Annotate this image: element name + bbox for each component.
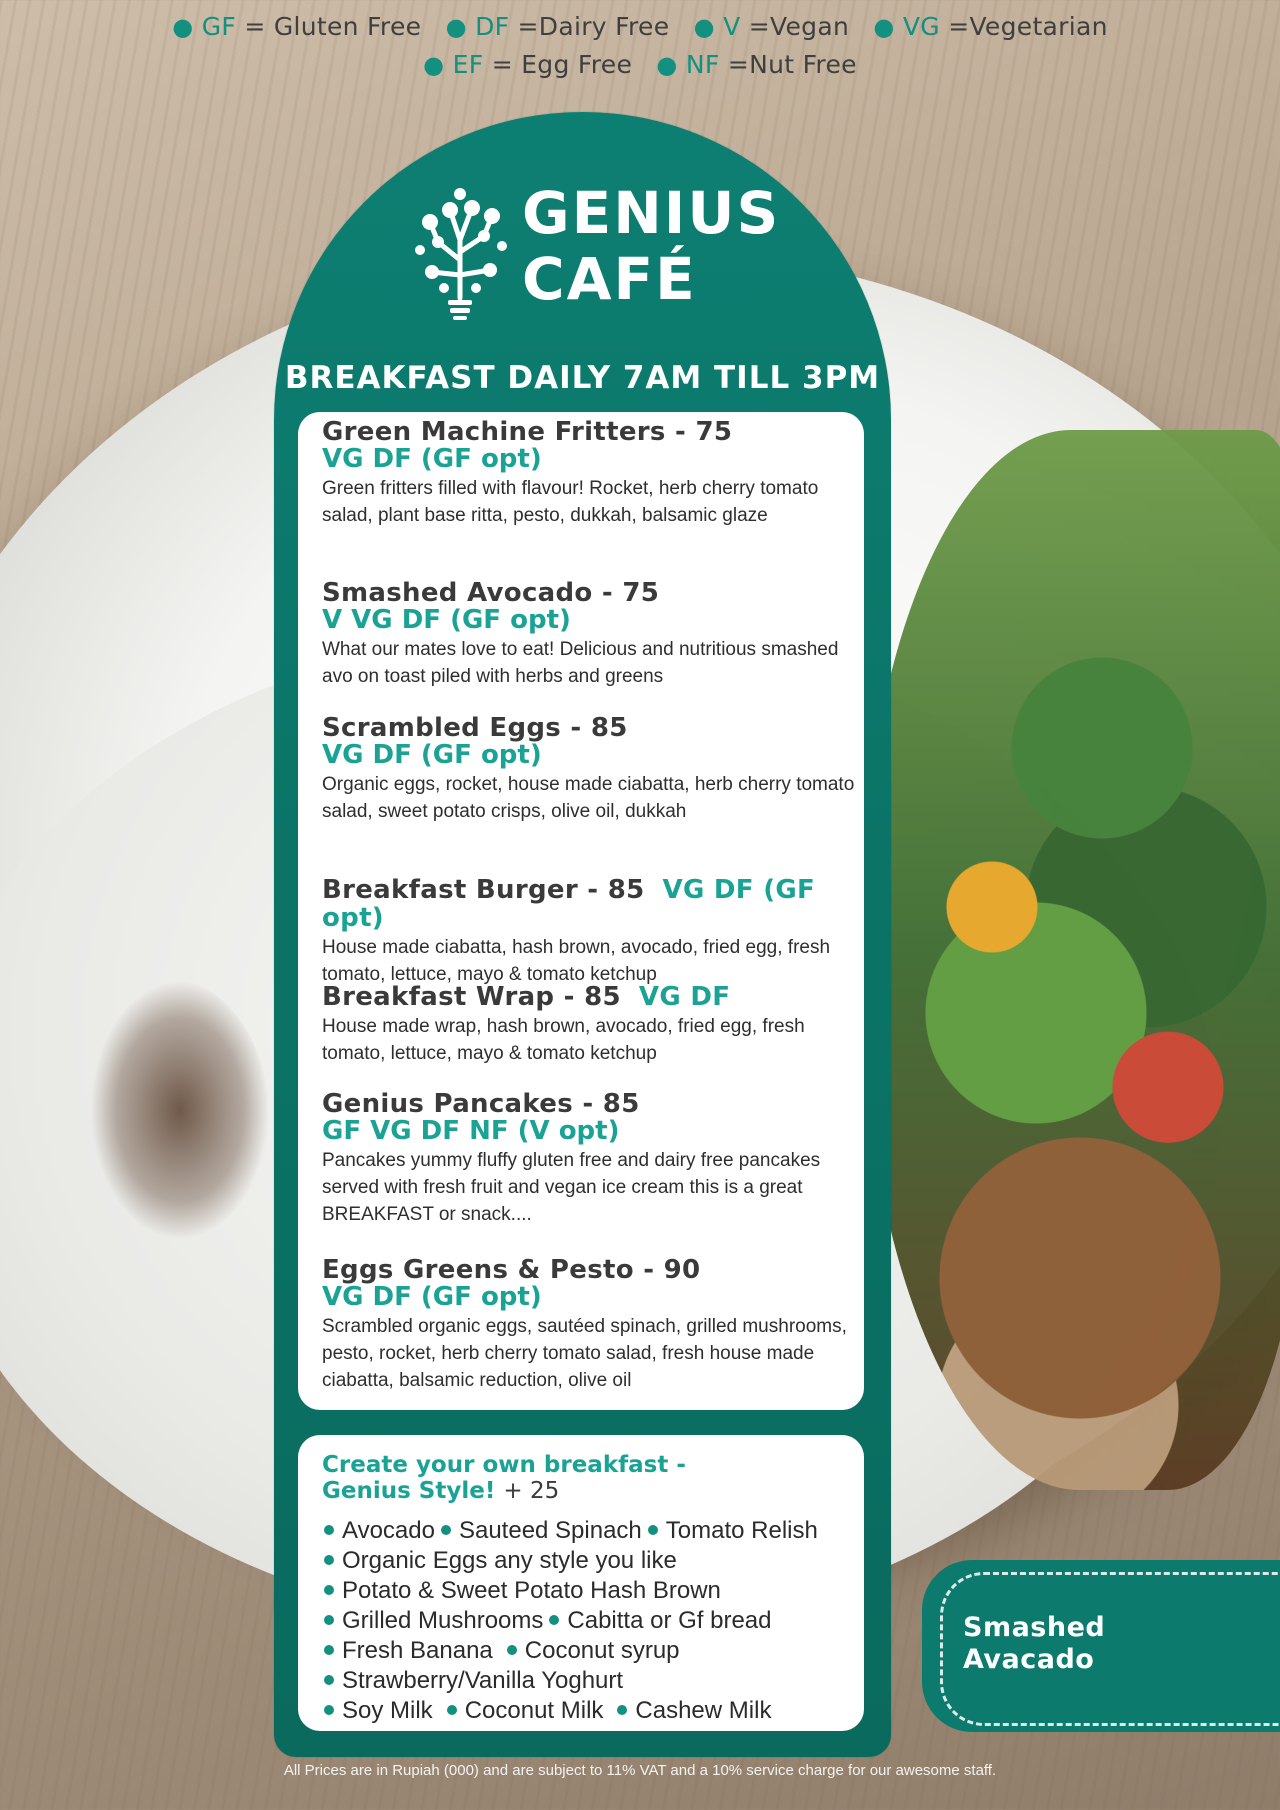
legend-item-df: ● DF =Dairy Free (445, 12, 670, 41)
item-tags: V VG DF (GF opt) (322, 605, 571, 635)
item-name: Genius Pancakes - 85 (322, 1089, 640, 1119)
bullet-icon (324, 1585, 334, 1595)
legend-item-nf: ● NF =Nut Free (656, 50, 857, 79)
item-tags: VG DF (GF opt) (322, 444, 542, 474)
list-item: Strawberry/Vanilla Yoghurt (318, 1666, 878, 1696)
item-description: House made ciabatta, hash brown, avocado, fried egg, fresh tomato, lettuce, mayo & tomato ketchup (322, 937, 831, 985)
legend-dot-icon: ● (693, 13, 715, 41)
bullet-icon (648, 1525, 658, 1535)
legend-dot-icon: ● (445, 13, 467, 41)
list-item: Organic Eggs any style you like (318, 1546, 878, 1576)
list-item: Soy Milk Coconut Milk Cashew Milk (318, 1696, 878, 1726)
item-description: What our mates love to eat! Delicious and nutritious smashed avo on toast piled with herbs and greens (322, 639, 839, 687)
legend-dot-icon: ● (873, 13, 895, 41)
item-name: Breakfast Burger - 85 VG DF (GF opt) (322, 875, 816, 933)
menu-item (322, 1090, 862, 1228)
bullet-icon (507, 1645, 517, 1655)
legend-item-gf: ● GF = Gluten Free (172, 12, 422, 41)
legend-item-v: ● V =Vegan (693, 12, 850, 41)
photo-caption-text: Smashed Avacado (963, 1612, 1106, 1675)
bullet-icon (324, 1705, 334, 1715)
breakfast-hours-heading: BREAKFAST DAILY 7AM TILL 3PM (284, 360, 881, 396)
bullet-icon (324, 1525, 334, 1535)
lightbulb-tree-icon (410, 180, 510, 320)
diet-legend (0, 8, 1280, 84)
extras-list (318, 1516, 878, 1726)
item-name: Green Machine Fritters - 75 (322, 417, 733, 447)
legend-item-vg: ● VG =Vegetarian (873, 12, 1108, 41)
menu-item (322, 714, 862, 825)
bullet-icon (324, 1555, 334, 1565)
item-description: Scrambled organic eggs, sautéed spinach, grilled mushrooms, pesto, rocket, herb cherry tomato salad, fresh house made ciabatta, balsamic reduction, olive oil (322, 1316, 847, 1391)
create-breakfast-title: Create your own breakfast - Genius Style! + 25 (322, 1452, 686, 1504)
legend-item-ef: ● EF = Egg Free (423, 50, 633, 79)
list-item: Grilled Mushrooms Cabitta or Gf bread (318, 1606, 878, 1636)
item-tags: VG DF (GF opt) (322, 740, 542, 770)
item-description: Pancakes yummy fluffy gluten free and dairy free pancakes served with fresh fruit and vegan ice cream this is a great BREAKFAST or snack.... (322, 1150, 821, 1225)
bullet-icon (617, 1705, 627, 1715)
item-description: Green fritters filled with flavour! Rocket, herb cherry tomato salad, plant base ritta, pesto, dukkah, balsamic glaze (322, 478, 819, 526)
menu-item (322, 876, 862, 988)
item-name: Smashed Avocado - 75 (322, 578, 660, 608)
food-photo (860, 430, 1280, 1490)
item-description: House made wrap, hash brown, avocado, fried egg, fresh tomato, lettuce, mayo & tomato ketchup (322, 1016, 805, 1064)
legend-dot-icon: ● (423, 51, 445, 79)
item-tags: VG DF (638, 982, 731, 1012)
menu-item (322, 579, 862, 690)
legend-dot-icon: ● (656, 51, 678, 79)
item-tags: VG DF (GF opt) (322, 875, 816, 933)
extras-price: + 25 (503, 1478, 560, 1504)
bullet-icon (324, 1675, 334, 1685)
bullet-icon (324, 1615, 334, 1625)
genius-cafe-logo (410, 179, 781, 320)
item-tags: VG DF (GF opt) (322, 1282, 542, 1312)
price-disclaimer: All Prices are in Rupiah (000) and are subject to 11% VAT and a 10% service charge for our awesome staff. (283, 1762, 997, 1779)
bullet-icon (549, 1615, 559, 1625)
legend-dot-icon: ● (172, 13, 194, 41)
list-item: Potato & Sweet Potato Hash Brown (318, 1576, 878, 1606)
legend-row-2 (0, 46, 1280, 84)
item-name: Eggs Greens & Pesto - 90 (322, 1255, 701, 1285)
list-item: Avocado Sauteed Spinach Tomato Relish (318, 1516, 878, 1546)
bullet-icon (447, 1705, 457, 1715)
bullet-icon (324, 1645, 334, 1655)
menu-item (322, 1256, 862, 1394)
item-name: Scrambled Eggs - 85 (322, 713, 628, 743)
bullet-icon (441, 1525, 451, 1535)
item-description: Organic eggs, rocket, house made ciabatta, herb cherry tomato salad, sweet potato crisps, olive oil, dukkah (322, 774, 855, 822)
list-item: Fresh Banana Coconut syrup (318, 1636, 878, 1666)
legend-row-1 (0, 8, 1280, 46)
menu-item (322, 983, 862, 1067)
brand-name: GENIUS CAFÉ (522, 179, 781, 313)
menu-item (322, 418, 862, 529)
item-name: Breakfast Wrap - 85 VG DF (322, 982, 731, 1012)
item-tags: GF VG DF NF (V opt) (322, 1116, 620, 1146)
